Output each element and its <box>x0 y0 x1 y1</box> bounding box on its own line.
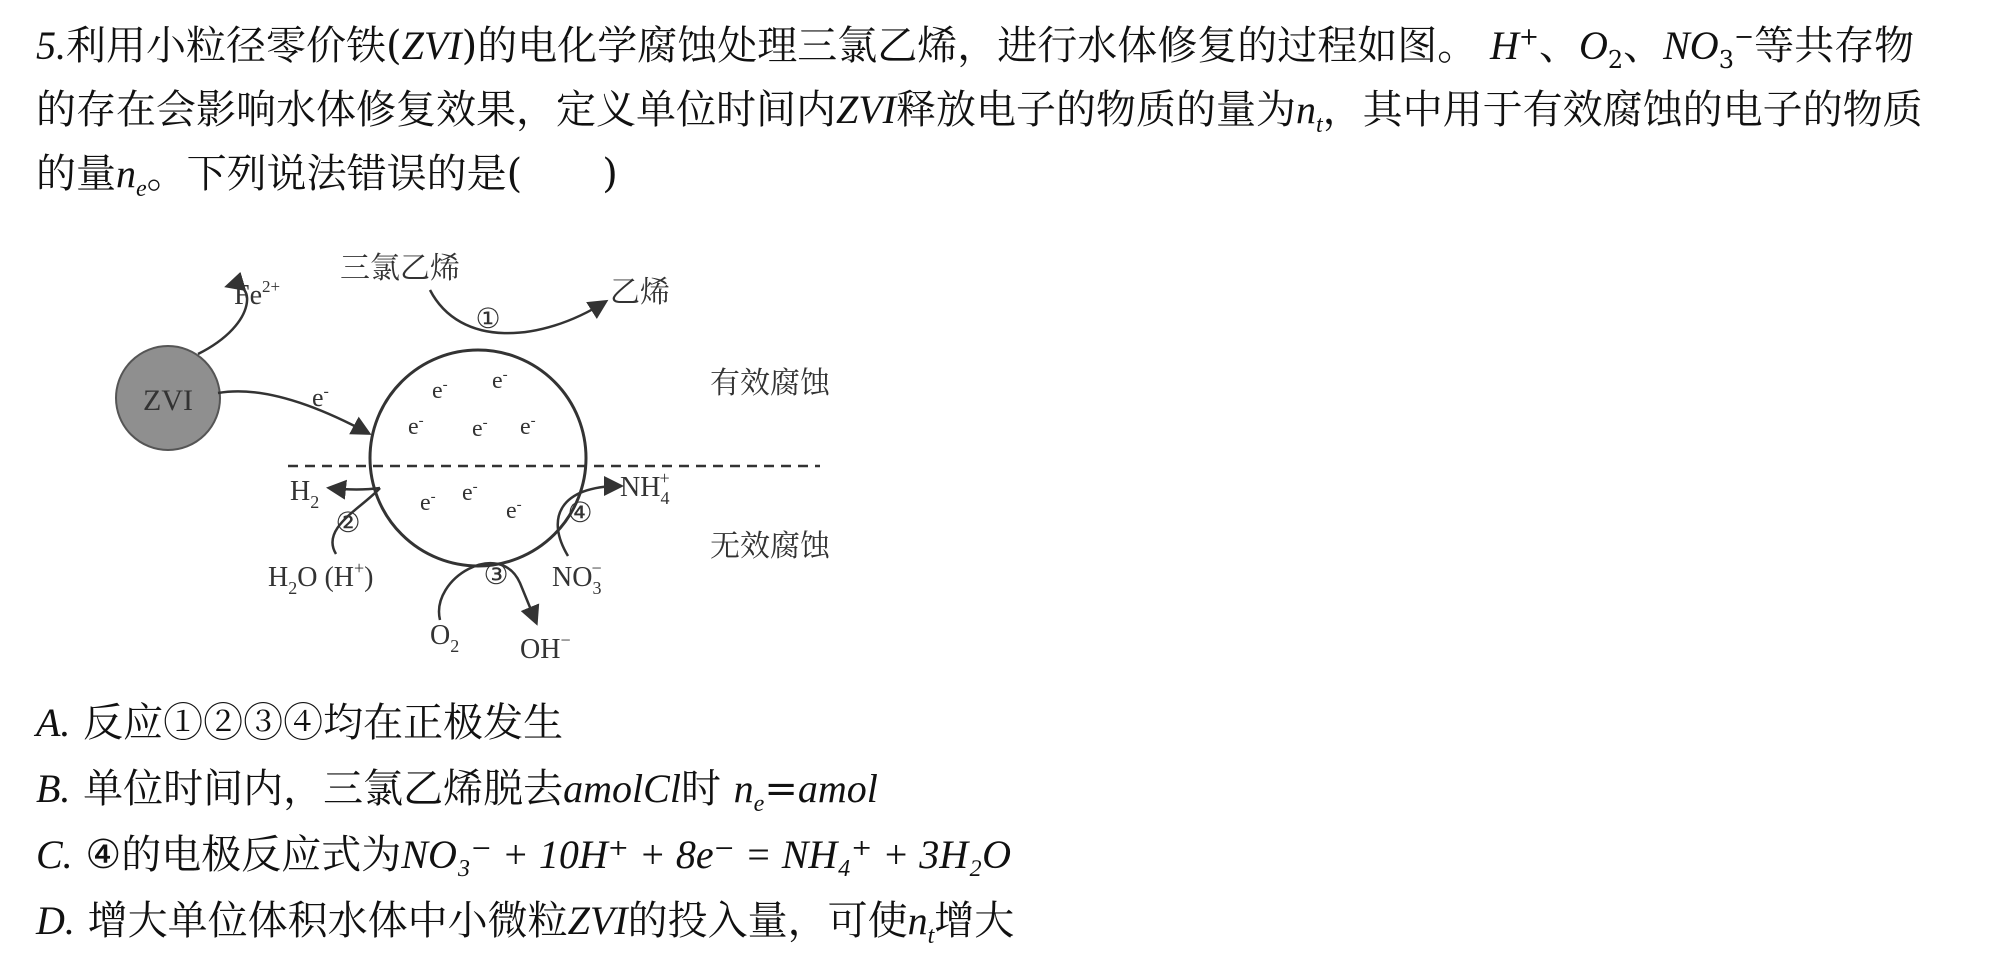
reaction-2-marker: ② <box>335 508 361 539</box>
svg-text:e-: e- <box>520 413 536 440</box>
effective-corrosion-label: 有效腐蚀 <box>710 366 830 401</box>
svg-text:e-: e- <box>506 497 522 524</box>
ammonium-label: $NH_4+$ <box>620 468 670 508</box>
electron-flow-label: e- <box>312 383 329 412</box>
svg-text:e-: e- <box>408 413 424 440</box>
o2-label: $O_2$ <box>430 620 460 656</box>
svg-text:e-: e- <box>432 377 448 404</box>
electron-flow-arrow <box>218 391 368 433</box>
h2-label: $H_2$ <box>290 476 320 512</box>
ethylene-label: 乙烯 <box>610 275 670 310</box>
reaction-2-arrow <box>330 488 380 490</box>
answer-options <box>36 690 1936 954</box>
zvi-label: ZVI <box>143 384 193 417</box>
stem-line-1: 5.利用小粒径零价铁(ZVI)的电化学腐蚀处理三氯乙烯，进行水体修复的过程如图。 H+、$O_2$、$NO_3^-$等共存物 <box>36 22 1915 74</box>
option-b[interactable]: B. 单位时间内，三氯乙烯脱去amolCl时 $n_e=amol$ <box>36 766 878 817</box>
reaction-4-marker: ④ <box>567 498 593 529</box>
question-stem <box>36 14 1986 206</box>
zvi-corrosion-diagram <box>100 238 880 678</box>
h2o-label: $H_2O$ (H+) <box>268 558 374 598</box>
fe-ion-label: $Fe^{2+}$ <box>234 277 281 311</box>
reaction-1-arrow <box>430 290 605 333</box>
ineffective-corrosion-label: 无效腐蚀 <box>710 529 830 564</box>
reaction-surface-circle <box>370 350 586 566</box>
option-a[interactable]: A. 反应①②③④均在正极发生 <box>36 700 564 746</box>
svg-text:e-: e- <box>472 415 488 442</box>
option-d[interactable]: D. 增大单位体积水体中小微粒ZVI的投入量，可使$n_t$增大 <box>36 898 1015 949</box>
option-c[interactable]: C. ④的电极反应式为NO₃⁻ + 10H⁺ + 8e⁻ = NH₄⁺ + 3H₂O <box>36 832 1011 878</box>
svg-text:e-: e- <box>420 489 436 516</box>
reaction-1-marker: ① <box>475 304 501 335</box>
nitrate-label: $NO_3-$ <box>552 558 602 598</box>
reaction-3-marker: ③ <box>483 560 509 591</box>
hydroxide-label: OH− <box>520 630 571 665</box>
stem-line-3: 的量$n_e$。下列说法错误的是( ) <box>36 151 618 202</box>
svg-text:e-: e- <box>492 367 508 394</box>
question-number: 5. <box>36 23 66 68</box>
svg-text:e-: e- <box>462 479 478 506</box>
stem-line-2: 的存在会影响水体修复效果，定义单位时间内ZVI释放电子的物质的量为$n_t$，其中用于有效腐蚀的电子的物质 <box>36 87 1923 138</box>
tce-label: 三氯乙烯 <box>340 251 460 286</box>
